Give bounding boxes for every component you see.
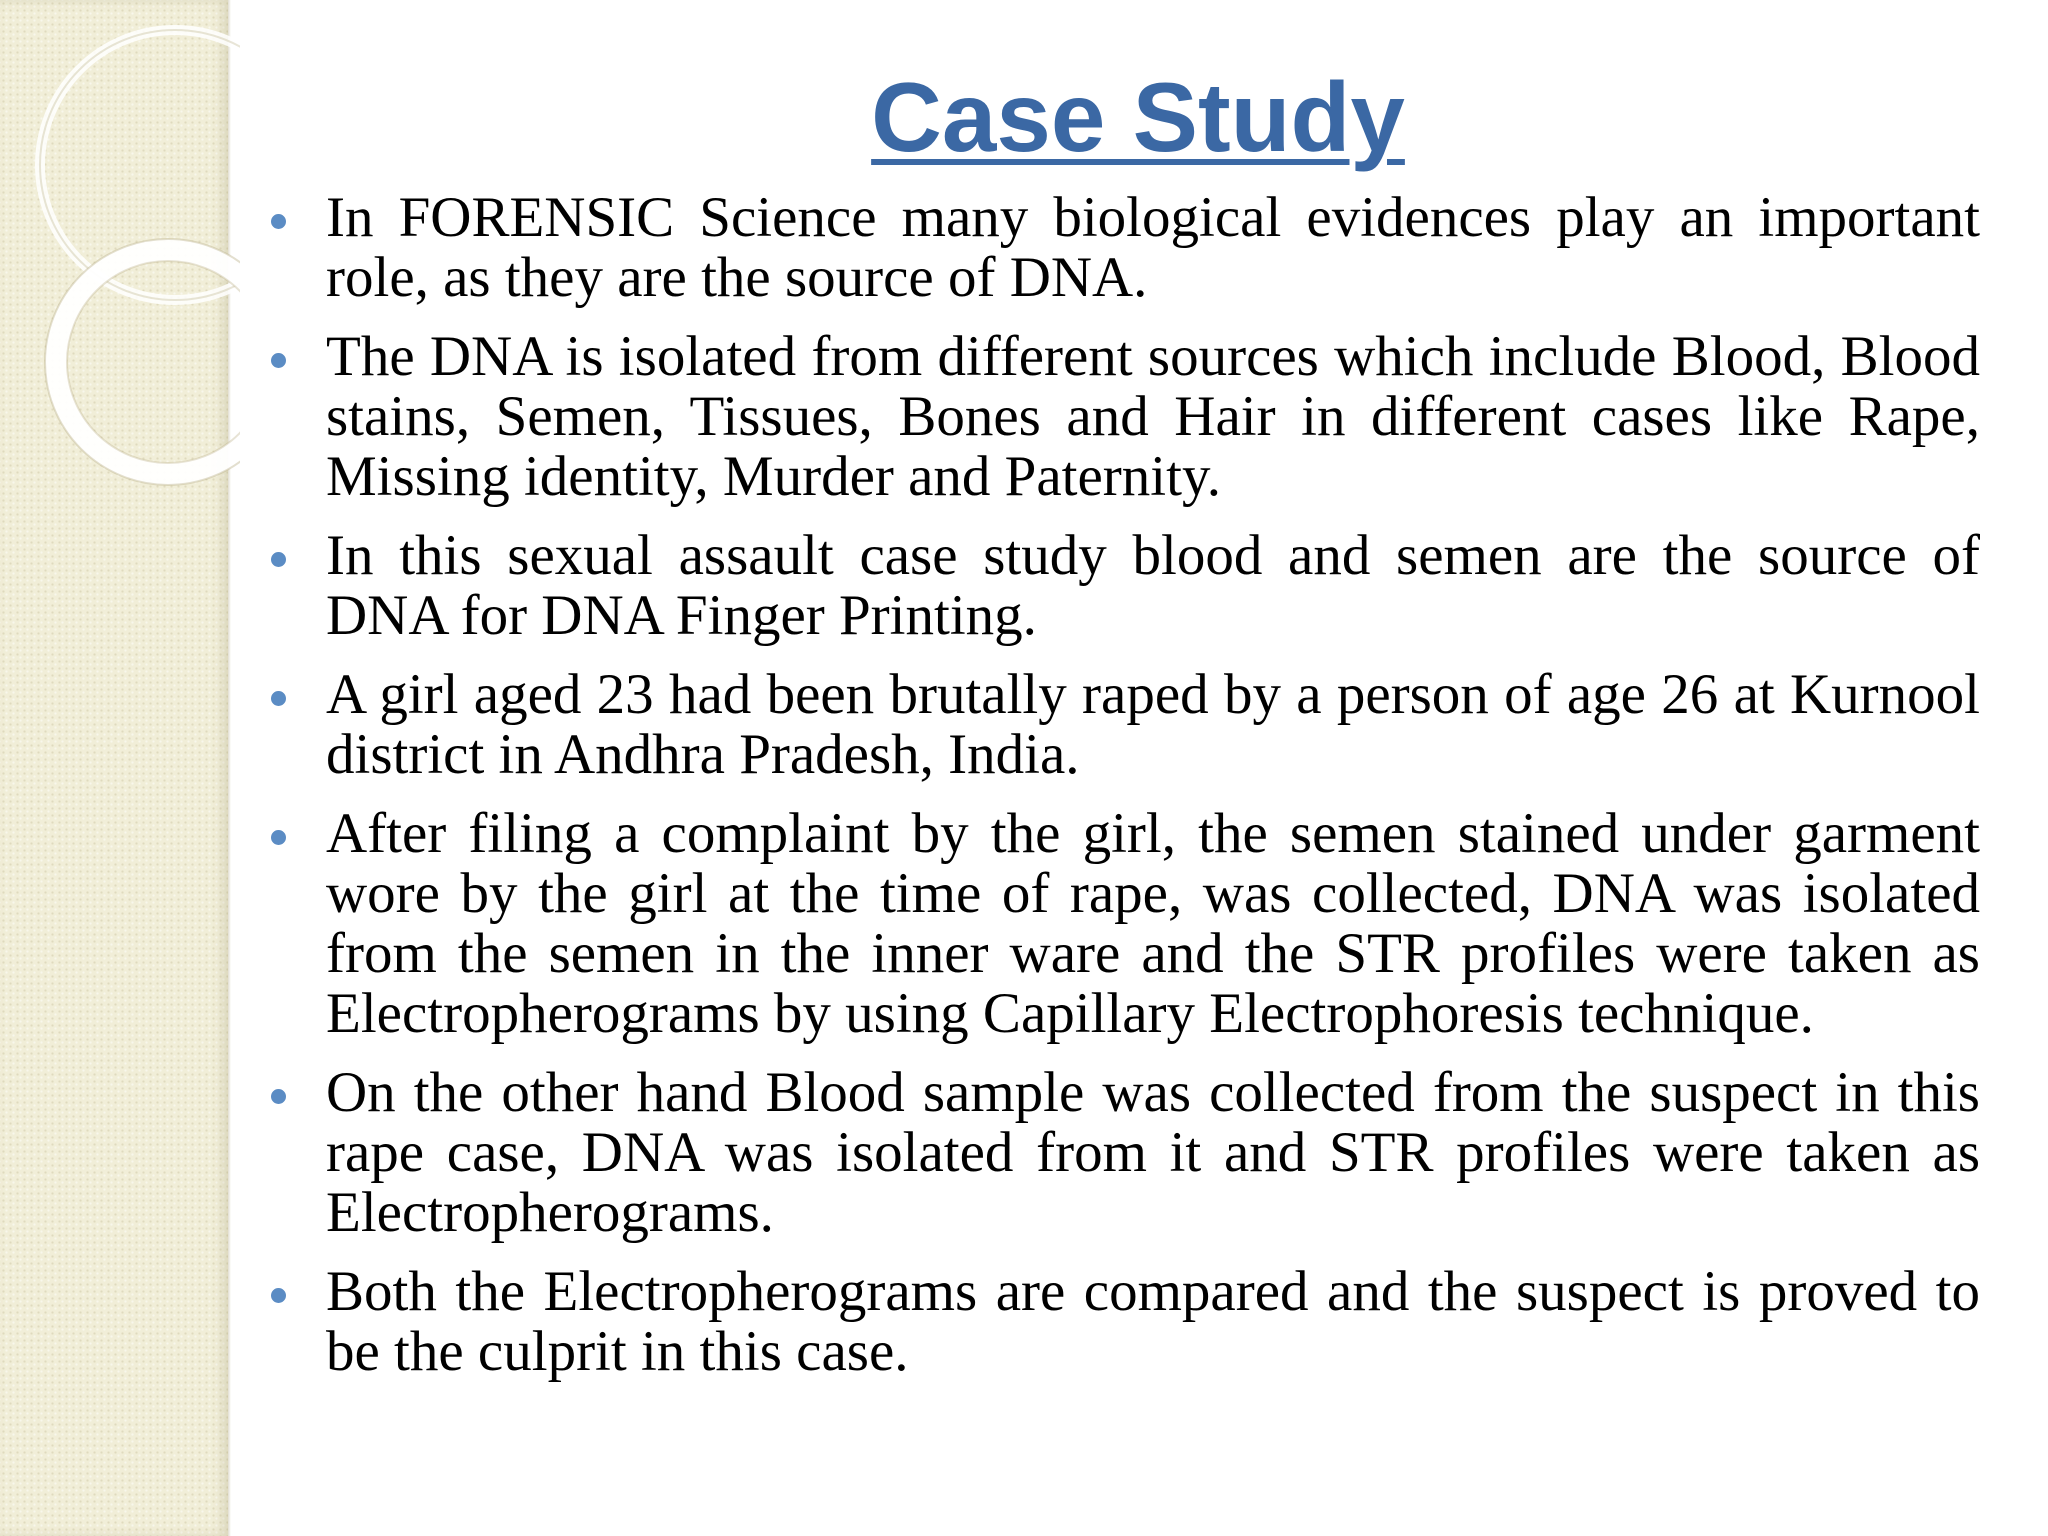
bullet-dot-icon xyxy=(271,1089,286,1104)
bullet-dot-icon xyxy=(271,691,286,706)
bullet-item xyxy=(326,188,1980,308)
bullet-item xyxy=(326,665,1980,785)
bullet-text: On the other hand Blood sample was collected from the suspect in this rape case, DNA was isolated from it and STR profiles were taken as Electropherograms. xyxy=(326,1061,1980,1244)
bullet-item xyxy=(326,327,1980,507)
bullet-text: Both the Electropherograms are compared and the suspect is proved to be the culprit in this case. xyxy=(326,1260,1980,1383)
bullet-item xyxy=(326,1063,1980,1243)
slide-title-text: Case Study xyxy=(871,62,1405,172)
slide-title xyxy=(228,62,2048,172)
bullet-item xyxy=(326,804,1980,1044)
bullet-text: After filing a complaint by the girl, the semen stained under garment wore by the girl at the time of rape, was collected, DNA was isolated from the semen in the inner ware and the STR profiles were taken as Electropherograms by using Capillary Electrophoresis technique. xyxy=(326,802,1980,1045)
bullet-text: A girl aged 23 had been brutally raped by a person of age 26 at Kurnool district in Andhra Pradesh, India. xyxy=(326,663,1980,786)
decorative-rings-icon xyxy=(0,0,240,520)
bullet-text: The DNA is isolated from different sources which include Blood, Blood stains, Semen, Tissues, Bones and Hair in different cases like Rape, Missing identity, Murder and Paternity. xyxy=(326,325,1980,508)
bullet-dot-icon xyxy=(271,353,286,368)
bullet-text: In this sexual assault case study blood and semen are the source of DNA for DNA Finger Printing. xyxy=(326,524,1980,647)
bullet-text: In FORENSIC Science many biological evidences play an important role, as they are the source of DNA. xyxy=(326,186,1980,309)
bullet-dot-icon xyxy=(271,1288,286,1303)
bullet-list xyxy=(326,188,1980,1401)
bullet-dot-icon xyxy=(271,214,286,229)
bullet-dot-icon xyxy=(271,830,286,845)
bullet-dot-icon xyxy=(271,552,286,567)
bullet-item xyxy=(326,1262,1980,1382)
bullet-item xyxy=(326,526,1980,646)
